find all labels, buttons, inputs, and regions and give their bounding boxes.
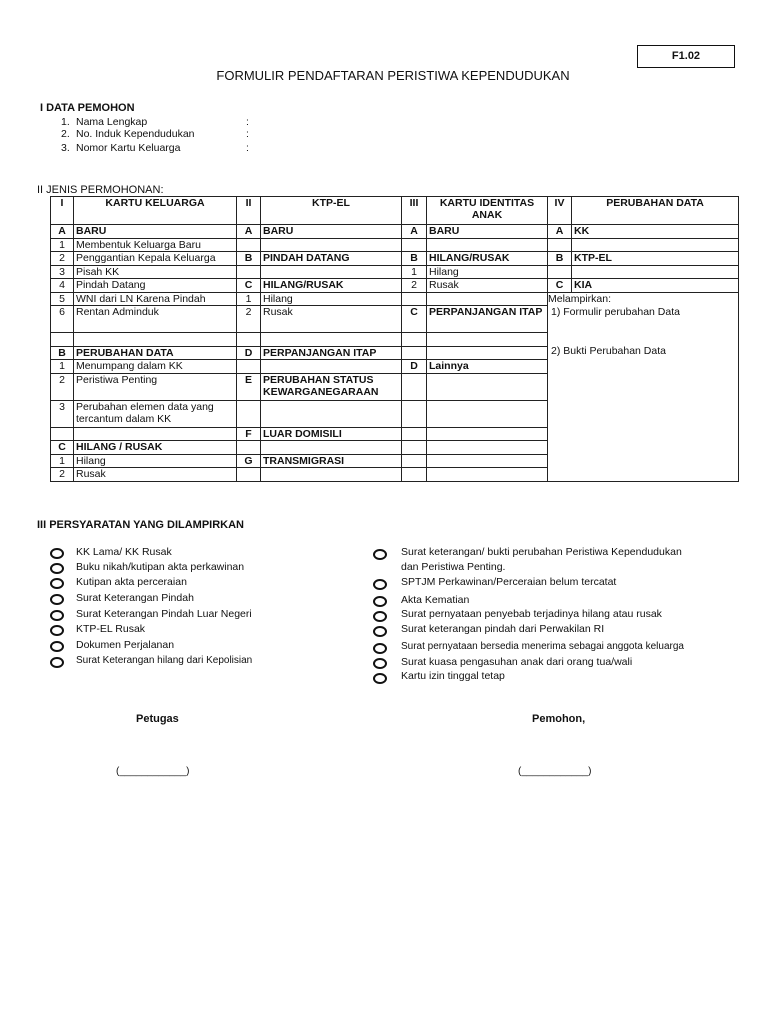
table-header-row — [51, 197, 739, 225]
table-cell: C — [402, 306, 427, 333]
requirement-checkbox[interactable] — [50, 563, 64, 574]
table-cell: LUAR DOMISILI — [261, 427, 402, 441]
pemohon-label: Pemohon, — [532, 713, 586, 725]
table-cell — [427, 333, 548, 347]
table-cell: PERPANJANGAN ITAP — [261, 346, 402, 360]
table-cell: 1 — [51, 454, 74, 468]
requirement-label: Kartu izin tinggal tetap — [401, 670, 505, 682]
form-title: FORMULIR PENDAFTARAN PERISTIWA KEPENDUDUKAN — [216, 68, 570, 83]
table-cell: D — [402, 360, 427, 374]
requirement-label: Buku nikah/kutipan akta perkawinan — [76, 561, 245, 573]
requirement-label: SPTJM Perkawinan/Perceraian belum tercatat — [401, 576, 617, 588]
petugas-signature-line: (____________) — [116, 766, 190, 777]
header-cell: III — [402, 197, 427, 225]
table-cell: 2 — [237, 306, 261, 333]
table-cell: HILANG/RUSAK — [427, 252, 548, 266]
pemohon-signature-line: (____________) — [518, 766, 592, 777]
table-cell — [237, 441, 261, 455]
table-cell: B — [548, 252, 572, 266]
table-cell: Perubahan elemen data yang tercantum dalam KK — [74, 400, 237, 427]
table-cell — [261, 333, 402, 347]
table-cell: Menumpang dalam KK — [74, 360, 237, 374]
table-cell: Lainnya — [427, 360, 548, 374]
field-label-name: Nama Lengkap — [76, 116, 148, 128]
field-colon-2: : — [246, 128, 249, 140]
section1-heading: I DATA PEMOHON — [40, 102, 135, 114]
table-cell — [237, 238, 261, 252]
table-cell: BARU — [427, 225, 548, 239]
field-no-2: 2. — [61, 128, 70, 140]
table-cell: A — [51, 225, 74, 239]
table-cell: PERPANJANGAN ITAP — [427, 306, 548, 333]
table-cell: KTP-EL — [572, 252, 739, 266]
requirement-checkbox[interactable] — [373, 549, 387, 560]
table-cell — [402, 400, 427, 427]
table-cell: Peristiwa Penting — [74, 373, 237, 400]
table-cell — [572, 238, 739, 252]
table-cell: B — [51, 346, 74, 360]
table-cell: KIA — [572, 279, 739, 293]
table-cell: 2 — [51, 252, 74, 266]
form-code-box: F1.02 — [637, 45, 735, 68]
table-cell — [402, 346, 427, 360]
field-no-1: 1. — [61, 116, 70, 128]
table-cell — [427, 454, 548, 468]
table-cell: BARU — [261, 225, 402, 239]
requirement-label: Surat kuasa pengasuhan anak dari orang tua/wali — [401, 656, 633, 668]
table-cell — [237, 360, 261, 374]
table-cell — [261, 360, 402, 374]
table-cell — [237, 333, 261, 347]
petugas-label: Petugas — [136, 713, 179, 725]
requirement-label: Surat Keterangan hilang dari Kepolisian — [76, 655, 253, 666]
table-cell — [261, 400, 402, 427]
table-cell: 3 — [51, 400, 74, 427]
requirement-checkbox[interactable] — [373, 596, 387, 607]
field-colon-3: : — [246, 142, 249, 154]
requirement-checkbox[interactable] — [50, 657, 64, 668]
table-cell: Penggantian Kepala Keluarga — [74, 252, 237, 266]
table-cell: B — [402, 252, 427, 266]
table-cell: PERUBAHAN STATUS KEWARGANEGARAAN — [261, 373, 402, 400]
table-row — [51, 279, 739, 293]
header-cell: I — [51, 197, 74, 225]
table-cell: BARU — [74, 225, 237, 239]
table-cell: Hilang — [427, 265, 548, 279]
table-cell — [427, 441, 548, 455]
requirement-checkbox[interactable] — [50, 610, 64, 621]
table-cell: E — [237, 373, 261, 400]
table-row — [51, 238, 739, 252]
table-cell: 3 — [51, 265, 74, 279]
table-cell: 6 — [51, 306, 74, 333]
jenis-permohonan-table — [50, 196, 739, 482]
table-cell: Hilang — [261, 292, 402, 306]
table-cell — [402, 238, 427, 252]
table-cell — [427, 427, 548, 441]
table-cell: 1 — [51, 360, 74, 374]
table-row — [51, 252, 739, 266]
table-cell — [261, 265, 402, 279]
table-cell — [51, 427, 74, 441]
requirement-label: KTP-EL Rusak — [76, 623, 146, 635]
notes-line: Melampirkan: — [548, 292, 612, 305]
table-cell — [427, 292, 548, 306]
table-cell: G — [237, 454, 261, 468]
field-no-3: 3. — [61, 142, 70, 154]
header-cell: II — [237, 197, 261, 225]
requirement-label: Surat Keterangan Pindah Luar Negeri — [76, 608, 252, 620]
requirement-label: Surat Keterangan Pindah — [76, 592, 194, 604]
table-cell: PERUBAHAN DATA — [74, 346, 237, 360]
table-cell: Rentan Adminduk — [74, 306, 237, 333]
table-cell: 2 — [51, 468, 74, 482]
table-cell — [427, 400, 548, 427]
perubahan-data-notes — [548, 292, 739, 481]
field-label-kk: Nomor Kartu Keluarga — [76, 142, 181, 154]
table-cell — [427, 468, 548, 482]
table-cell: A — [237, 225, 261, 239]
table-cell — [427, 346, 548, 360]
table-cell: 1 — [51, 238, 74, 252]
requirement-label: Surat pernyataan bersedia menerima sebagai anggota keluarga — [401, 641, 684, 652]
table-cell — [572, 265, 739, 279]
notes-line: 2) Bukti Perubahan Data — [551, 344, 666, 357]
table-cell: D — [237, 346, 261, 360]
table-cell: Rusak — [427, 279, 548, 293]
table-cell: 2 — [51, 373, 74, 400]
table-cell: Rusak — [74, 468, 237, 482]
table-cell — [261, 441, 402, 455]
table-cell: TRANSMIGRASI — [261, 454, 402, 468]
table-cell: B — [237, 252, 261, 266]
table-cell: C — [548, 279, 572, 293]
requirement-label: KK Lama/ KK Rusak — [76, 546, 172, 558]
table-cell: Membentuk Keluarga Baru — [74, 238, 237, 252]
table-cell — [74, 427, 237, 441]
requirement-checkbox[interactable] — [373, 658, 387, 669]
requirement-label: Surat keterangan/ bukti perubahan Peristiwa Kependudukan — [401, 546, 682, 558]
table-cell: Hilang — [74, 454, 237, 468]
table-cell — [237, 400, 261, 427]
requirement-checkbox[interactable] — [373, 673, 387, 684]
table-cell: A — [402, 225, 427, 239]
table-cell — [74, 333, 237, 347]
table-row — [51, 265, 739, 279]
header-cell: KTP-EL — [261, 197, 402, 225]
table-cell — [427, 373, 548, 400]
requirement-checkbox[interactable] — [373, 611, 387, 622]
table-cell — [548, 265, 572, 279]
table-cell — [261, 238, 402, 252]
table-cell — [402, 292, 427, 306]
table-cell — [237, 265, 261, 279]
notes-line: 1) Formulir perubahan Data — [551, 305, 680, 318]
requirement-label: Akta Kematian — [401, 594, 470, 606]
table-row — [51, 292, 739, 306]
table-cell — [402, 468, 427, 482]
table-cell: C — [237, 279, 261, 293]
requirement-checkbox[interactable] — [50, 578, 64, 589]
table-row — [51, 225, 739, 239]
table-cell — [402, 373, 427, 400]
table-cell: HILANG / RUSAK — [74, 441, 237, 455]
table-cell — [402, 454, 427, 468]
table-cell — [51, 333, 74, 347]
section3-heading: III PERSYARATAN YANG DILAMPIRKAN — [37, 519, 244, 531]
table-cell: Pindah Datang — [74, 279, 237, 293]
requirement-checkbox[interactable] — [373, 626, 387, 637]
field-colon-1: : — [246, 116, 249, 128]
header-cell: KARTU IDENTITAS ANAK — [427, 197, 548, 225]
requirement-checkbox[interactable] — [50, 548, 64, 559]
header-cell: PERUBAHAN DATA — [572, 197, 739, 225]
requirement-checkbox[interactable] — [373, 643, 387, 654]
table-cell — [402, 441, 427, 455]
table-cell: 2 — [402, 279, 427, 293]
table-cell: KK — [572, 225, 739, 239]
table-cell — [261, 468, 402, 482]
table-cell: C — [51, 441, 74, 455]
requirement-checkbox[interactable] — [50, 625, 64, 636]
table-cell: F — [237, 427, 261, 441]
table-cell — [548, 238, 572, 252]
table-cell: Pisah KK — [74, 265, 237, 279]
requirement-checkbox[interactable] — [50, 594, 64, 605]
requirement-label: dan Peristiwa Penting. — [401, 561, 506, 573]
table-cell: 4 — [51, 279, 74, 293]
table-cell — [402, 333, 427, 347]
table-cell — [427, 238, 548, 252]
table-cell: Rusak — [261, 306, 402, 333]
table-cell: 1 — [237, 292, 261, 306]
field-label-nik: No. Induk Kependudukan — [76, 128, 195, 140]
table-cell: HILANG/RUSAK — [261, 279, 402, 293]
table-cell: WNI dari LN Karena Pindah — [74, 292, 237, 306]
table-cell: PINDAH DATANG — [261, 252, 402, 266]
table-cell — [402, 427, 427, 441]
table-cell: 1 — [402, 265, 427, 279]
requirement-label: Kutipan akta perceraian — [76, 576, 187, 588]
header-cell: IV — [548, 197, 572, 225]
requirement-checkbox[interactable] — [50, 641, 64, 652]
table-cell: 5 — [51, 292, 74, 306]
header-cell: KARTU KELUARGA — [74, 197, 237, 225]
requirement-label: Dokumen Perjalanan — [76, 639, 175, 651]
requirement-label: Surat keterangan pindah dari Perwakilan RI — [401, 623, 605, 635]
table-cell: A — [548, 225, 572, 239]
requirement-label: Surat pernyataan penyebab terjadinya hilang atau rusak — [401, 608, 662, 620]
section2-heading: II JENIS PERMOHONAN: — [37, 184, 164, 196]
table-cell — [237, 468, 261, 482]
requirement-checkbox[interactable] — [373, 579, 387, 590]
